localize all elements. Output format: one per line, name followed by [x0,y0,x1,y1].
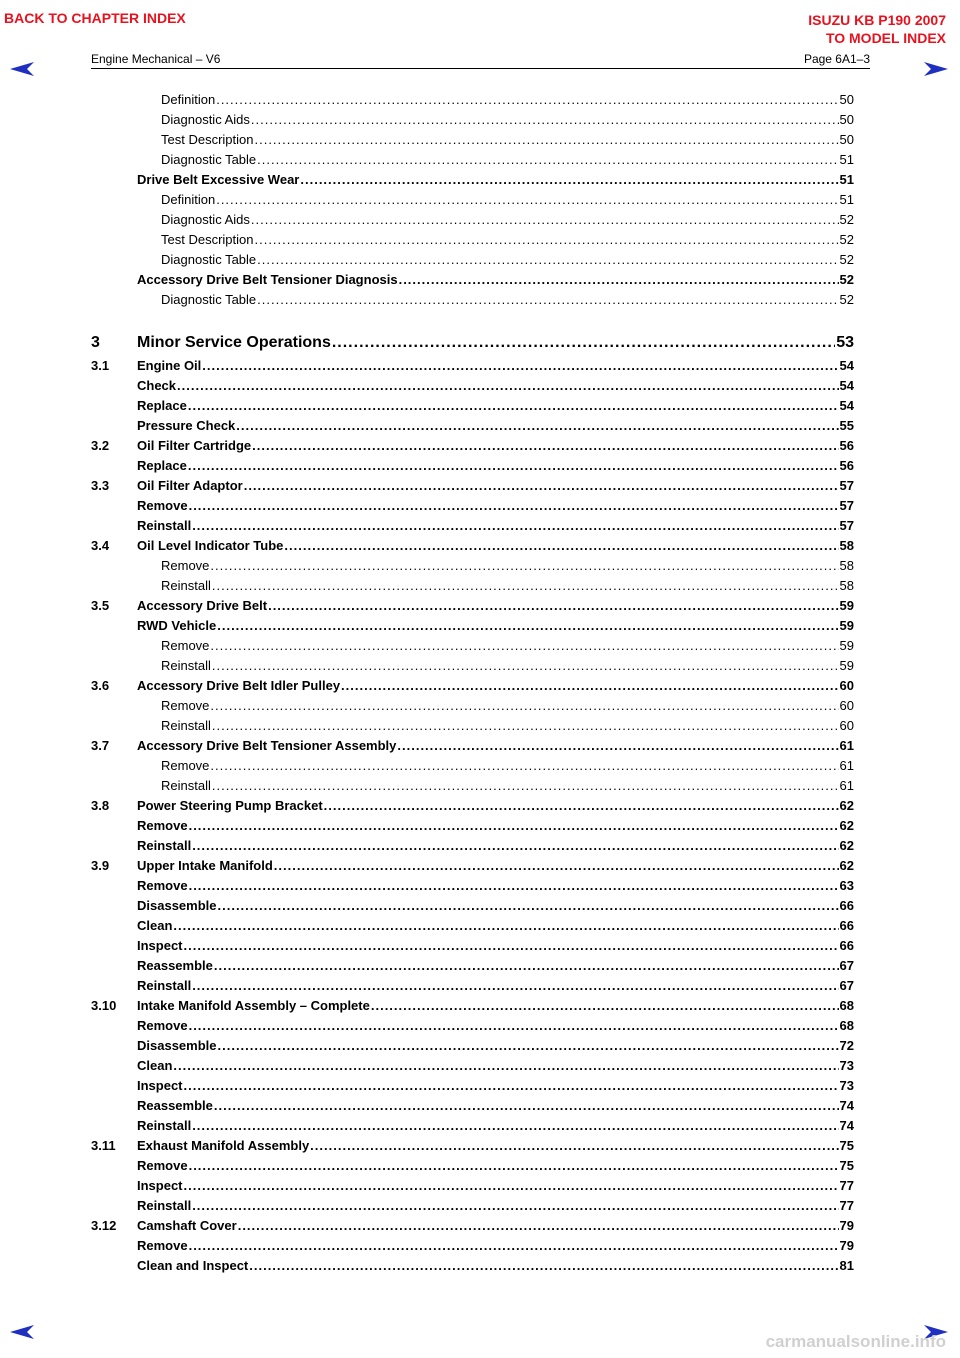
toc-entry-title[interactable]: Remove [161,556,210,576]
dot-leader [236,416,838,436]
toc-entry[interactable] [91,656,854,676]
toc-entry-page[interactable]: 53 [835,330,854,356]
dot-leader [189,1236,839,1256]
toc-entry-title[interactable]: Minor Service Operations [137,330,332,356]
toc-entry-title[interactable]: Reassemble [137,956,214,976]
toc-entry-page[interactable]: 57 [839,516,854,536]
arrow-left-icon[interactable] [10,1325,34,1339]
toc-entry-page[interactable]: 67 [839,976,854,996]
toc-entry-title[interactable]: RWD Vehicle [137,616,217,636]
toc-entry[interactable] [91,616,854,636]
toc-entry[interactable] [91,916,854,936]
toc-entry-page[interactable]: 50 [839,130,854,150]
toc-entry-title[interactable]: Accessory Drive Belt Idler Pulley [137,676,341,696]
toc-entry-title[interactable]: Reinstall [161,576,212,596]
toc-entry[interactable] [91,250,854,270]
toc-entry[interactable] [91,576,854,596]
toc-entry-title[interactable]: Clean [137,916,173,936]
toc-entry-page[interactable]: 66 [839,916,854,936]
toc-entry-page[interactable]: 68 [839,1016,854,1036]
toc-entry-title[interactable]: Accessory Drive Belt Tensioner Assembly [137,736,397,756]
toc-entry[interactable] [91,876,854,896]
toc-entry-page[interactable]: 63 [839,876,854,896]
toc-entry-title[interactable]: Remove [137,1236,189,1256]
arrow-left-icon[interactable] [10,62,34,76]
toc-entry[interactable] [91,1176,854,1196]
toc-entry-page[interactable]: 58 [839,576,854,596]
toc-entry-page[interactable]: 73 [839,1056,854,1076]
toc-entry-title[interactable]: Clean [137,1056,173,1076]
dot-leader [218,896,839,916]
toc-entry-title[interactable]: Reinstall [137,516,192,536]
toc-entry-title[interactable]: Exhaust Manifold Assembly [137,1136,310,1156]
dot-leader [252,436,838,456]
dot-leader [254,130,838,150]
dot-leader [177,376,839,396]
dot-leader [192,1116,838,1136]
toc-entry-title[interactable]: Test Description [161,230,254,250]
toc-entry[interactable] [91,1016,854,1036]
toc-entry-title[interactable]: Remove [137,876,189,896]
toc-entry-title[interactable]: Diagnostic Aids [161,110,251,130]
dot-leader [173,916,838,936]
toc-entry-title[interactable]: Oil Level Indicator Tube [137,536,284,556]
toc-entry-page[interactable]: 59 [839,636,854,656]
toc-entry-title[interactable]: Pressure Check [137,416,236,436]
toc-entry[interactable] [91,290,854,310]
toc-entry[interactable] [91,756,854,776]
dot-leader [371,996,839,1016]
dot-leader [192,1196,838,1216]
header-page-number: Page 6A1–3 [803,52,870,66]
dot-leader [310,1136,838,1156]
toc-entry-title[interactable]: Camshaft Cover [137,1216,238,1236]
toc-entry-page[interactable]: 66 [839,896,854,916]
toc-entry-title[interactable]: Engine Oil [137,356,202,376]
toc-entry[interactable] [91,816,854,836]
dot-leader [184,1076,839,1096]
toc-entry[interactable] [91,896,854,916]
model-title-line[interactable]: ISUZU KB P190 2007 [808,12,946,28]
toc-entry-page[interactable]: 54 [839,396,854,416]
toc-entry[interactable] [91,716,854,736]
toc-entry-number: 3.3 [91,478,110,493]
toc-entry-title[interactable]: Remove [137,1156,189,1176]
toc-entry[interactable] [91,516,854,536]
table-of-contents [91,90,854,1276]
toc-entry-page[interactable]: 50 [839,90,854,110]
toc-entry-title[interactable]: Reinstall [137,836,192,856]
toc-entry-title[interactable]: Diagnostic Aids [161,210,251,230]
toc-entry-page[interactable]: 73 [839,1076,854,1096]
toc-entry-title[interactable]: Diagnostic Table [161,290,257,310]
dot-leader [332,330,835,356]
toc-entry[interactable] [91,676,854,696]
dot-leader [212,656,839,676]
dot-leader [189,876,839,896]
toc-entry-number: 3.8 [91,798,110,813]
dot-leader [216,90,838,110]
toc-entry[interactable] [91,496,854,516]
toc-entry[interactable] [91,1096,854,1116]
arrow-right-icon[interactable] [924,62,948,76]
toc-entry[interactable] [91,696,854,716]
toc-entry-title[interactable]: Remove [137,496,189,516]
dot-leader [254,230,838,250]
toc-entry[interactable] [91,1076,854,1096]
toc-entry-title[interactable]: Diagnostic Table [161,250,257,270]
toc-entry[interactable] [91,856,854,876]
toc-entry-title[interactable]: Definition [161,190,216,210]
toc-entry[interactable] [91,1256,854,1276]
toc-entry[interactable] [91,356,854,376]
toc-entry[interactable] [91,150,854,170]
toc-entry[interactable] [91,270,854,290]
dot-leader [214,956,839,976]
toc-entry[interactable] [91,836,854,856]
toc-entry-title[interactable]: Replace [137,396,188,416]
dot-leader [238,1216,839,1236]
dot-leader [341,676,838,696]
toc-entry[interactable] [91,436,854,456]
toc-entry-title[interactable]: Reinstall [137,1116,192,1136]
toc-entry-number: 3.7 [91,738,110,753]
toc-entry-page[interactable]: 62 [839,856,854,876]
toc-entry-title[interactable]: Inspect [137,936,184,956]
dot-leader [300,170,838,190]
dot-leader [218,1036,839,1056]
dot-leader [184,936,839,956]
toc-entry[interactable] [91,1136,854,1156]
toc-entry-title[interactable]: Remove [161,636,210,656]
toc-entry[interactable] [91,210,854,230]
toc-entry-page[interactable]: 75 [839,1156,854,1176]
toc-entry[interactable] [91,1116,854,1136]
toc-entry-page[interactable]: 77 [839,1196,854,1216]
toc-entry-title[interactable]: Diagnostic Table [161,150,257,170]
toc-entry[interactable] [91,776,854,796]
toc-entry-title[interactable]: Remove [161,696,210,716]
dot-leader [210,756,838,776]
page-header [91,52,870,69]
toc-entry-page[interactable]: 57 [839,496,854,516]
dot-leader [192,836,838,856]
toc-entry-page[interactable]: 72 [839,1036,854,1056]
toc-entry-number: 3.9 [91,858,110,873]
header-section-title: Engine Mechanical – V6 [91,52,221,66]
dot-leader [202,356,838,376]
toc-entry-page[interactable]: 59 [839,616,854,636]
toc-entry[interactable] [91,1196,854,1216]
toc-entry[interactable] [91,330,854,356]
dot-leader [257,250,838,270]
dot-leader [192,516,838,536]
toc-entry[interactable] [91,636,854,656]
dot-leader [210,696,838,716]
dot-leader [210,636,838,656]
dot-leader [274,856,839,876]
toc-entry[interactable] [91,396,854,416]
toc-entry[interactable] [91,736,854,756]
toc-entry-number: 3 [91,334,100,351]
toc-entry-page[interactable]: 52 [839,210,854,230]
toc-entry-number: 3.2 [91,438,110,453]
toc-entry[interactable] [91,416,854,436]
toc-entry-page[interactable]: 74 [839,1116,854,1136]
dot-leader [184,1176,839,1196]
dot-leader [284,536,838,556]
toc-entry-page[interactable]: 62 [839,816,854,836]
toc-entry-title[interactable]: Definition [161,90,216,110]
dot-leader [188,456,839,476]
toc-entry-number: 3.11 [91,1138,116,1153]
toc-entry-page[interactable]: 60 [839,676,854,696]
toc-entry-page[interactable]: 61 [839,736,854,756]
toc-entry-number: 3.4 [91,538,110,553]
toc-entry-page[interactable]: 59 [839,596,854,616]
toc-entry-title[interactable]: Disassemble [137,896,218,916]
toc-entry-title[interactable]: Reinstall [137,976,192,996]
toc-entry-title[interactable]: Inspect [137,1176,184,1196]
dot-leader [212,776,839,796]
dot-leader [216,190,838,210]
toc-entry-page[interactable]: 67 [839,956,854,976]
dot-leader [189,1016,839,1036]
toc-entry[interactable] [91,476,854,496]
toc-entry-number: 3.12 [91,1218,117,1233]
toc-entry[interactable] [91,1156,854,1176]
dot-leader [189,496,839,516]
toc-entry-title[interactable]: Disassemble [137,1036,218,1056]
toc-entry[interactable] [91,1036,854,1056]
toc-entry-page[interactable]: 50 [839,110,854,130]
model-index-link[interactable] [808,11,946,47]
toc-entry-title[interactable]: Reinstall [161,716,212,736]
toc-entry-page[interactable]: 58 [839,556,854,576]
toc-entry-title[interactable]: Upper Intake Manifold [137,856,274,876]
dot-leader [192,976,838,996]
toc-entry-page[interactable]: 51 [839,150,854,170]
toc-entry[interactable] [91,90,854,110]
toc-entry[interactable] [91,956,854,976]
toc-entry-page[interactable]: 61 [839,756,854,776]
toc-entry[interactable] [91,110,854,130]
toc-entry-number: 3.6 [91,678,110,693]
dot-leader [399,270,839,290]
dot-leader [249,1256,838,1276]
toc-entry[interactable] [91,536,854,556]
dot-leader [257,290,838,310]
toc-entry-page[interactable]: 58 [839,536,854,556]
toc-entry-title[interactable]: Oil Filter Adaptor [137,476,244,496]
dot-leader [251,210,839,230]
toc-entry-title[interactable]: Accessory Drive Belt [137,596,268,616]
dot-leader [173,1056,838,1076]
toc-entry-title[interactable]: Drive Belt Excessive Wear [137,170,300,190]
toc-entry-page[interactable]: 52 [839,250,854,270]
toc-entry-title[interactable]: Intake Manifold Assembly – Complete [137,996,371,1016]
toc-entry-page[interactable]: 62 [839,796,854,816]
dot-leader [189,1156,839,1176]
toc-entry-page[interactable]: 51 [839,170,854,190]
toc-entry-page[interactable]: 54 [839,376,854,396]
toc-entry-page[interactable]: 68 [839,996,854,1016]
toc-entry-title[interactable]: Accessory Drive Belt Tensioner Diagnosis [137,270,399,290]
toc-entry-title[interactable]: Reinstall [161,776,212,796]
toc-entry-title[interactable]: Remove [137,1016,189,1036]
toc-entry[interactable] [91,376,854,396]
toc-entry-title[interactable]: Check [137,376,177,396]
toc-entry[interactable] [91,190,854,210]
toc-entry-page[interactable]: 52 [839,270,854,290]
toc-entry-title[interactable]: Reassemble [137,1096,214,1116]
toc-entry-page[interactable]: 57 [839,476,854,496]
toc-entry-page[interactable]: 77 [839,1176,854,1196]
dot-leader [188,396,839,416]
toc-entry-page[interactable]: 59 [839,656,854,676]
toc-entry-page[interactable]: 79 [839,1236,854,1256]
toc-entry-page[interactable]: 75 [839,1136,854,1156]
toc-entry-title[interactable]: Remove [137,816,189,836]
toc-entry-number: 3.10 [91,998,117,1013]
dot-leader [210,556,838,576]
toc-entry-title[interactable]: Reinstall [161,656,212,676]
toc-entry-page[interactable]: 61 [839,776,854,796]
toc-entry-page[interactable]: 81 [839,1256,854,1276]
toc-entry[interactable] [91,936,854,956]
dot-leader [268,596,838,616]
toc-entry[interactable] [91,130,854,150]
toc-entry[interactable] [91,170,854,190]
toc-entry-title[interactable]: Clean and Inspect [137,1256,249,1276]
toc-entry[interactable] [91,456,854,476]
toc-entry-page[interactable]: 52 [839,290,854,310]
dot-leader [251,110,839,130]
toc-entry[interactable] [91,1056,854,1076]
toc-entry-page[interactable]: 79 [839,1216,854,1236]
dot-leader [212,716,839,736]
toc-entry[interactable] [91,556,854,576]
toc-entry-page[interactable]: 66 [839,936,854,956]
toc-entry-title[interactable]: Power Steering Pump Bracket [137,796,324,816]
dot-leader [217,616,838,636]
toc-entry-number: 3.1 [91,358,110,373]
toc-entry-page[interactable]: 60 [839,716,854,736]
dot-leader [257,150,838,170]
dot-leader [212,576,839,596]
toc-entry-page[interactable]: 62 [839,836,854,856]
toc-entry-page[interactable]: 55 [839,416,854,436]
toc-entry-title[interactable]: Reinstall [137,1196,192,1216]
back-to-chapter-index-link[interactable]: BACK TO CHAPTER INDEX [4,10,186,26]
dot-leader [189,816,839,836]
dot-leader [214,1096,839,1116]
dot-leader [397,736,838,756]
toc-entry-title[interactable]: Remove [161,756,210,776]
toc-entry-number: 3.5 [91,598,110,613]
toc-entry-page[interactable]: 52 [839,230,854,250]
toc-entry-title[interactable]: Oil Filter Cartridge [137,436,252,456]
toc-entry[interactable] [91,1236,854,1256]
toc-entry[interactable] [91,976,854,996]
toc-entry[interactable] [91,996,854,1016]
toc-entry-title[interactable]: Test Description [161,130,254,150]
dot-leader [324,796,839,816]
toc-entry[interactable] [91,230,854,250]
to-model-index-line[interactable]: TO MODEL INDEX [825,30,946,46]
toc-entry-title[interactable]: Replace [137,456,188,476]
toc-entry-page[interactable]: 60 [839,696,854,716]
toc-entry-page[interactable]: 54 [839,356,854,376]
watermark: carmanualsonline.info [765,1332,946,1351]
toc-entry[interactable] [91,596,854,616]
toc-entry[interactable] [91,1216,854,1236]
toc-entry-page[interactable]: 56 [839,456,854,476]
toc-entry-page[interactable]: 74 [839,1096,854,1116]
toc-entry-page[interactable]: 56 [839,436,854,456]
dot-leader [244,476,839,496]
toc-entry-title[interactable]: Inspect [137,1076,184,1096]
toc-entry[interactable] [91,796,854,816]
toc-entry-page[interactable]: 51 [839,190,854,210]
